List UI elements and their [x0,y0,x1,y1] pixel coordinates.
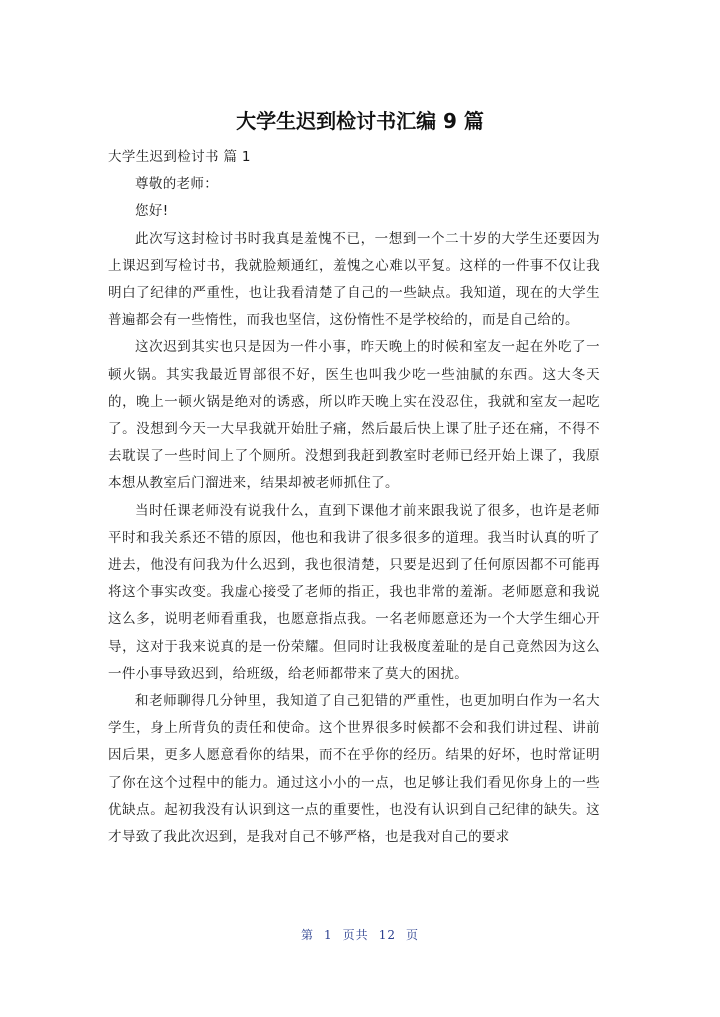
paragraph: 当时任课老师没有说我什么，直到下课他才前来跟我说了很多，也许是老师平时和我关系还不错的原因，他也和我讲了很多很多的道理。我当时认真的听了进去，他没有问我为什么迟到，我也很清楚，只要是迟到了任何原因都不可能再将这个事实改变。我虚心接受了老师的指正，我也非常的羞渐。老师愿意和我说这么多，说明老师看重我，也愿意指点我。一名老师愿意还为一个大学生细心开导，这对于我来说真的是一份荣耀。但同时让我极度羞耻的是自己竟然因为这么一件小事导致迟到，给班级，给老师都带来了莫大的困扰。 [108,502,600,682]
salutation: 尊敬的老师： [135,176,219,193]
footer-page-word: 第 [301,928,315,942]
greeting: 您好! [135,203,169,220]
footer-of-word: 页共 [342,928,369,942]
section-heading: 大学生迟到检讨书 篇 1 [108,149,251,165]
document-title: 大学生迟到检讨书汇编 9 篇 [236,109,484,133]
page-footer [0,926,720,943]
document-body [108,144,600,851]
footer-pages-word: 页 [405,928,419,942]
footer-current-page: 1 [324,928,333,942]
paragraph: 和老师聊得几分钟里，我知道了自己犯错的严重性，也更加明白作为一名大学生，身上所背负的责任和使命。这个世界很多时候都不会和我们讲过程、讲前因后果，更多人愿意看你的结果，而不在乎你的经历。结果的好坏，也时常证明了你在这个过程中的能力。通过这小小的一点，也足够让我们看见你身上的一些优缺点。起初我没有认识到这一点的重要性，也没有认识到自己纪律的缺失。这才导致了我此次迟到，是我对自己不够严格，也是我对自己的要求 [108,693,600,846]
paragraph: 此次写这封检讨书时我真是羞愧不已，一想到一个二十岁的大学生还要因为上课迟到写检讨书，我就脸颊通红，羞愧之心难以平复。这样的一件事不仅让我明白了纪律的严重性，也让我看清楚了自己的一些缺点。我知道，现在的大学生普遍都会有一些惰性，而我也坚信，这份惰性不是学校给的，而是自己给的。 [108,230,600,329]
footer-total-pages: 12 [378,928,396,942]
paragraph: 这次迟到其实也只是因为一件小事，昨天晚上的时候和室友一起在外吃了一顿火锅。其实我最近胃部很不好，医生也叫我少吃一些油腻的东西。这大冬天的，晚上一顿火锅是绝对的诱惑，所以昨天晚上实在没忍住，我就和室友一起吃了。没想到今天一大早我就开始肚子痛，然后最后快上课了肚子还在痛，不得不去耽误了一些时间上了个厕所。没想到我赶到教室时老师已经开始上课了，我原本想从教室后门溜进来，结果却被老师抓住了。 [108,339,600,492]
